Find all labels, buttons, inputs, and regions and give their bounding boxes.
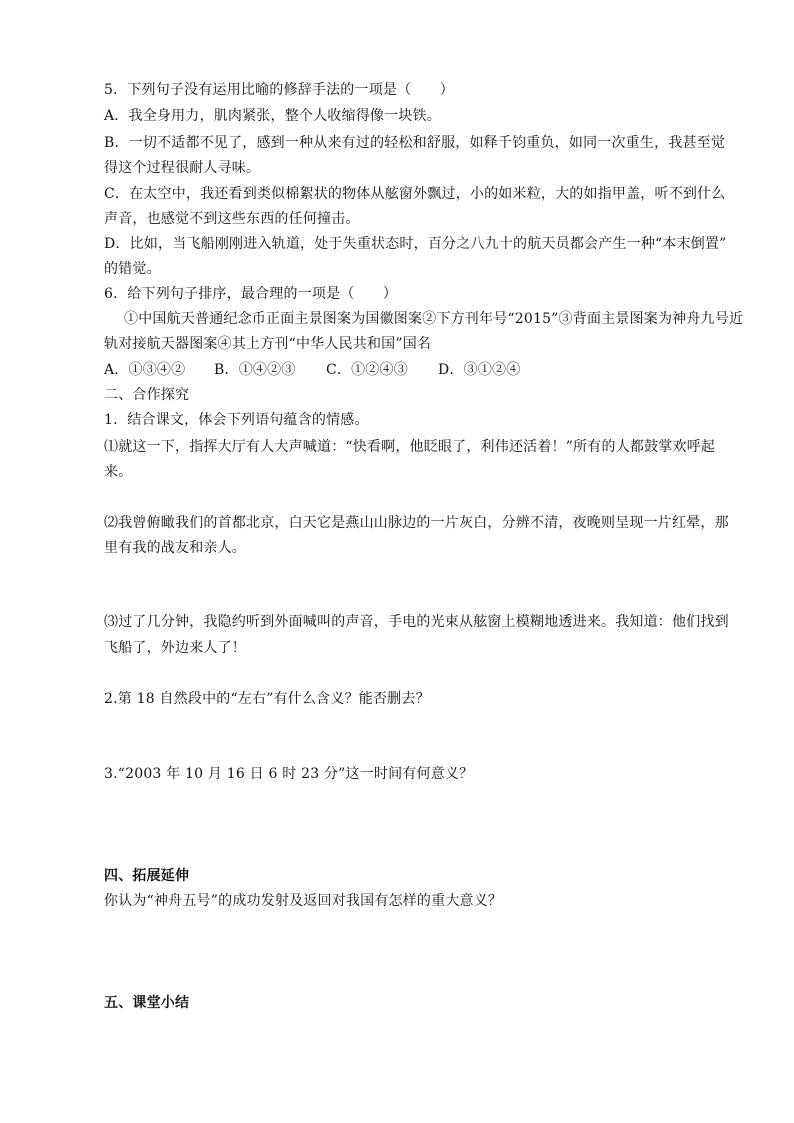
q5-option-d-line1: D．比如，当飞船刚刚进入轨道，处于失重状态时，百分之八九十的航天员都会产生一种“本末倒置”	[104, 236, 727, 252]
section2-q1-stem: 1．结合课文，体会下列语句蕴含的情感。	[104, 412, 369, 428]
q5-stem: 5．下列句子没有运用比喻的修辞手法的一项是（ ）	[104, 82, 454, 98]
q5-option-b-line1: B．一切不适都不见了，感到一种从来有过的轻松和舒服，如释千钧重负，如同一次重生，我甚至觉	[104, 135, 726, 151]
q5-option-c-line1: C．在太空中，我还看到类似棉絮状的物体从舷窗外飘过，小的如米粒，大的如指甲盖，听不到什么	[104, 186, 726, 202]
section4-title: 四、拓展延伸	[104, 868, 190, 884]
q5-option-b-line2: 得这个过程很耐人寻味。	[104, 160, 261, 176]
section4-question: 你认为“神舟五号”的成功发射及返回对我国有怎样的重大意义？	[104, 893, 503, 909]
q5-option-a: A．我全身用力，肌肉紧张，整个人收缩得像一块铁。	[104, 108, 441, 124]
sentence2-line1: ⑵我曾俯瞰我们的首都北京，白天它是燕山山脉边的一片灰白，分辨不清，夜晚则呈现一片红晕，那	[104, 515, 729, 531]
q6-option-c: C．①②④③	[326, 362, 408, 378]
q6-option-a: A．①③④②	[104, 362, 186, 378]
q6-stem: 6．给下列句子排序，最合理的一项是（ ）	[104, 286, 398, 302]
sentence3-line1: ⑶过了几分钟，我隐约听到外面喊叫的声音，手电的光束从舷窗上模糊地透进来。我知道：他们找到	[104, 614, 729, 630]
q5-option-c-line2: 声音，也感觉不到这些东西的任何撞击。	[104, 211, 360, 227]
sentence3-line2: 飞船了，外边来人了！	[104, 640, 246, 656]
q5-option-d-line2: 的错觉。	[104, 261, 161, 277]
q6-options	[104, 360, 604, 380]
sentence1-line1: ⑴就这一下，指挥大厅有人大声喊道：“快看啊，他眨眼了，利伟还活着！”所有的人都鼓掌欢呼起	[104, 439, 716, 455]
section2-q3: 3.“2003 年 10 月 16 日 6 时 23 分”这一时间有何意义？	[104, 766, 474, 782]
sentence2-line2: 里有我的战友和亲人。	[104, 540, 246, 556]
sentence1-line2: 来。	[104, 464, 133, 480]
section2-q2: 2.第 18 自然段中的“左右”有什么含义？能否删去？	[104, 691, 430, 707]
section5-title: 五、课堂小结	[104, 995, 190, 1011]
q6-body-line1: ①中国航天普通纪念币正面主景图案为国徽图案②下方刊年号“2015”③背面主景图案为神舟九号近	[124, 311, 744, 327]
section2-title: 二、合作探究	[104, 387, 190, 403]
q6-body-line2: 轨对接航天器图案④其上方刊“中华人民共和国”国名	[104, 336, 432, 352]
q6-option-b: B．①④②③	[214, 362, 296, 378]
q6-option-d: D．③①②④	[438, 362, 521, 378]
